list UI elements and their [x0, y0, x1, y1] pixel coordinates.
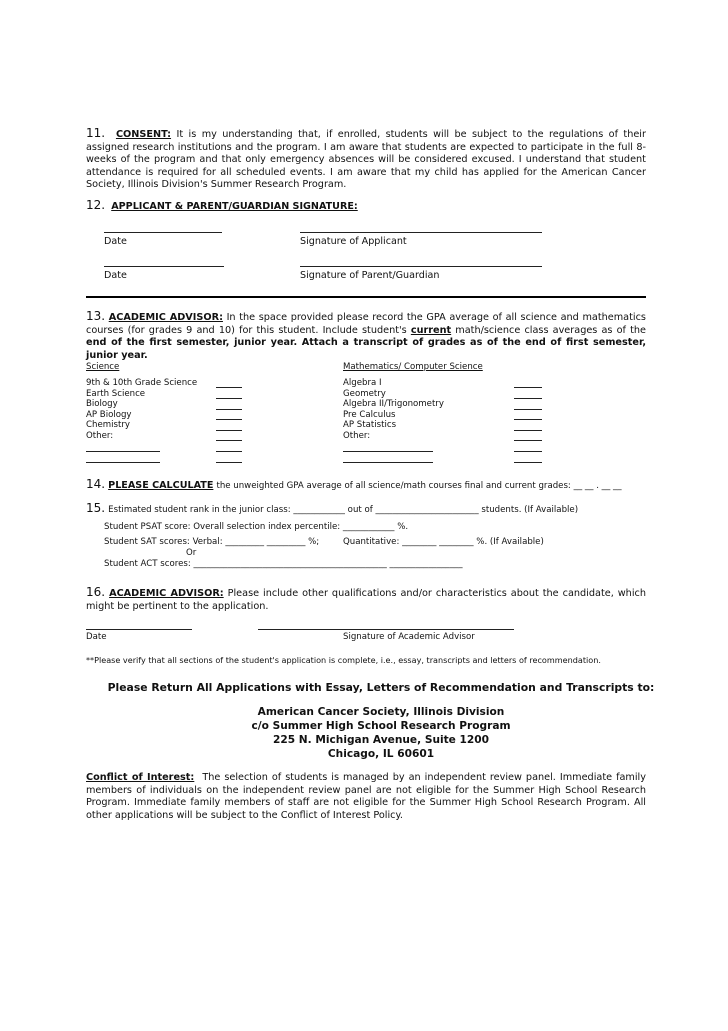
- section-number: 13.: [86, 309, 106, 323]
- date-label: Date: [104, 270, 127, 281]
- qualifications-text: Please include other qualifications and/or characteristics about the candidate, which might be pertinent to the application.: [86, 588, 646, 612]
- math-header: Mathematics/ Computer Science: [343, 362, 483, 372]
- conflict-of-interest: [86, 772, 646, 822]
- advisor-heading: ACADEMIC ADVISOR:: [109, 588, 224, 599]
- transcript-instruction: end of the first semester, junior year. Attach a transcript of grades as of the end of first semester, junior year.: [86, 337, 646, 361]
- other-course-blank[interactable]: [343, 451, 433, 452]
- math-course: Geometry: [343, 388, 386, 399]
- calculate-gpa-section: [86, 478, 622, 492]
- signature-line-parent[interactable]: [300, 266, 542, 267]
- date-line-applicant[interactable]: [104, 232, 222, 233]
- science-header: Science: [86, 362, 120, 372]
- signature-section-heading: [86, 199, 358, 213]
- science-course: AP Biology: [86, 409, 132, 420]
- signature-advisor-label: Signature of Academic Advisor: [343, 632, 475, 642]
- math-course: AP Statistics: [343, 420, 397, 431]
- psat-score-line: Student PSAT score: Overall selection index percentile: ____________ %.: [104, 522, 409, 532]
- advisor-heading: ACADEMIC ADVISOR:: [108, 312, 223, 323]
- grade-blank[interactable]: [216, 430, 242, 431]
- math-course: Algebra II/Trigonometry: [343, 399, 444, 410]
- or-text: Or: [186, 548, 197, 558]
- date-label: Date: [86, 632, 107, 642]
- consent-heading: CONSENT:: [115, 129, 172, 140]
- grade-blank[interactable]: [514, 451, 542, 452]
- signature-line-applicant[interactable]: [300, 232, 542, 233]
- date-label: Date: [104, 236, 127, 247]
- math-course: Pre Calculus: [343, 409, 396, 420]
- math-course: Algebra I: [343, 378, 382, 388]
- grade-blank[interactable]: [216, 387, 242, 388]
- science-course: Chemistry: [86, 420, 130, 431]
- grade-blank[interactable]: [216, 409, 242, 410]
- science-course-list: [86, 378, 197, 442]
- address-line: 225 N. Michigan Avenue, Suite 1200: [272, 734, 490, 746]
- act-score-line: Student ACT scores: _____________________________________________ _________________: [104, 559, 463, 569]
- grade-blank[interactable]: [514, 430, 542, 431]
- section-number: 15.: [86, 501, 106, 515]
- section-number: 11.: [86, 126, 106, 140]
- grade-blank[interactable]: [216, 419, 242, 420]
- return-heading: Please Return All Applications with Essay, Letters of Recommendation and Transcripts to:: [107, 681, 655, 694]
- math-course-list: [343, 378, 444, 442]
- science-course: Other:: [86, 430, 114, 441]
- class-rank-text: Estimated student rank in the junior class: ____________ out of ________________________ students. (If Available): [108, 505, 579, 515]
- address-line: c/o Summer High School Research Program: [251, 720, 511, 732]
- conflict-heading: Conflict of Interest:: [86, 772, 195, 783]
- current-emphasis: current: [410, 324, 452, 336]
- other-course-blank[interactable]: [343, 462, 433, 463]
- rank-section: [86, 502, 578, 516]
- advisor-instructions-cont: math/science class averages as of the: [455, 324, 646, 336]
- grade-blank[interactable]: [216, 462, 242, 463]
- grade-blank[interactable]: [216, 440, 242, 441]
- address-line: American Cancer Society, Illinois Division: [257, 706, 505, 718]
- grade-blank[interactable]: [514, 398, 542, 399]
- math-course: Other:: [343, 430, 371, 441]
- sat-verbal-line: Student SAT scores: Verbal: _________ _________ %;: [104, 537, 320, 547]
- grade-blank[interactable]: [514, 387, 542, 388]
- grade-blank[interactable]: [216, 398, 242, 399]
- section-divider: [86, 296, 646, 298]
- conflict-text: The selection of students is managed by an independent review panel. Immediate family members of individuals on the independent review panel are not eligible for the Summer High School Research Program. Immediate family members of staff are not eligible for the Summer High School Research Program. All other applications will be subject to the Conflict of Interest Policy.: [86, 772, 646, 821]
- grade-blank[interactable]: [514, 462, 542, 463]
- consent-text: It is my understanding that, if enrolled, students will be subject to the regulations of their assigned research institutions and the program. I am aware that students are expected to participate in the full 8-weeks of the program and that only emergency absences will be considered excused. I understand that student attendance is required for all scheduled events. I am aware that my child has applied for the American Cancer Society, Illinois Division's Summer Research Program.: [86, 129, 646, 191]
- grade-blank[interactable]: [216, 451, 242, 452]
- date-line-parent[interactable]: [104, 266, 224, 267]
- grade-blank[interactable]: [514, 409, 542, 410]
- address-line: Chicago, IL 60601: [327, 748, 435, 760]
- date-line-advisor[interactable]: [86, 629, 192, 630]
- verify-note: **Please verify that all sections of the student's application is complete, i.e., essay, transcripts and letters of recommendation.: [86, 655, 601, 665]
- consent-section: [86, 127, 646, 192]
- other-course-blank[interactable]: [86, 451, 160, 452]
- calculate-heading: PLEASE CALCULATE: [108, 480, 214, 491]
- science-course: Earth Science: [86, 388, 146, 399]
- signature-heading: APPLICANT & PARENT/GUARDIAN SIGNATURE:: [111, 201, 358, 212]
- signature-parent-label: Signature of Parent/Guardian: [300, 270, 440, 281]
- advisor-qualifications-section: [86, 586, 646, 613]
- calculate-text: the unweighted GPA average of all science/math courses final and current grades: __ __ . __ __: [216, 481, 622, 491]
- other-course-blank[interactable]: [86, 462, 160, 463]
- signature-line-advisor[interactable]: [258, 629, 514, 630]
- grade-blank[interactable]: [514, 440, 542, 441]
- section-number: 16.: [86, 585, 106, 599]
- science-course: Biology: [86, 399, 118, 410]
- grade-blank[interactable]: [514, 419, 542, 420]
- section-number: 14.: [86, 477, 106, 491]
- advisor-instructions: In the space provided please record the GPA average of all science and mathematics courses (for grades 9 and 10) for this student. Include student's: [86, 312, 646, 336]
- signature-applicant-label: Signature of Applicant: [300, 236, 407, 247]
- science-course: 9th & 10th Grade Science: [86, 378, 198, 388]
- advisor-gpa-section: [86, 310, 646, 362]
- return-address: [86, 705, 676, 761]
- section-number: 12.: [86, 198, 106, 212]
- sat-quant-line: Quantitative: ________ ________ %. (If Available): [343, 537, 544, 547]
